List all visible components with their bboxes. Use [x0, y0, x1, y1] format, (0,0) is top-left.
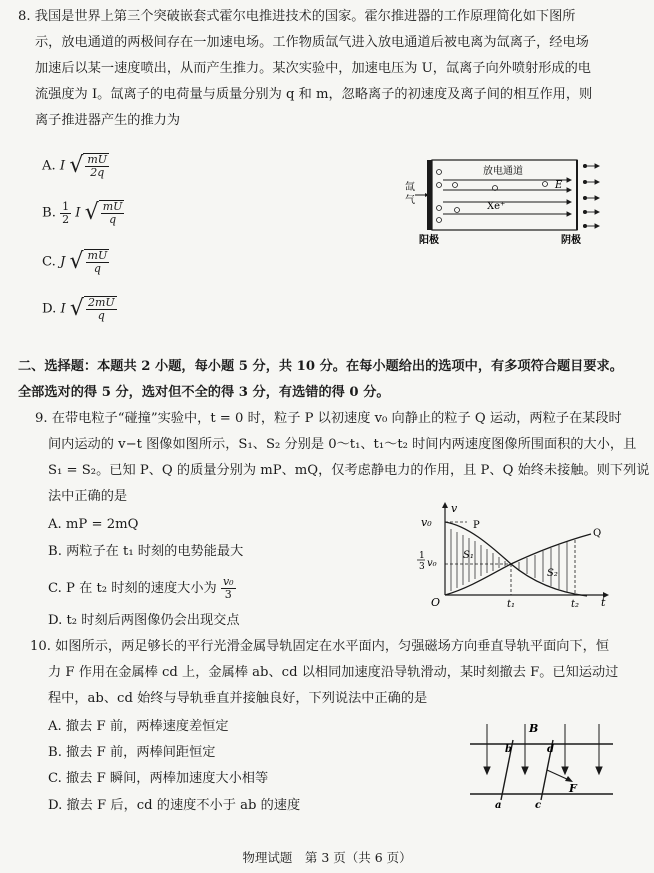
q9-option-c [48, 576, 236, 601]
frac-den: q [93, 262, 101, 275]
v0-label: v₀ [421, 516, 432, 529]
frac-num: mU [87, 153, 108, 166]
s1-label: S₁ [463, 550, 474, 561]
q9-option-a: A. mP = 2mQ [48, 517, 139, 532]
exhaust-arrows [583, 164, 599, 228]
third-den: 3 [419, 562, 425, 572]
q9-line-2: 间内运动的 v−t 图像如图所示，S₁、S₂ 分别是 0～t₁、t₁～t₂ 时间内两速度图像所围面积的大小，且 [48, 437, 637, 452]
curve-p-label: P [473, 520, 480, 531]
gas-label-2: 气 [405, 195, 415, 206]
radical-icon: √ [69, 249, 84, 274]
option-label: D. [42, 301, 57, 317]
q8-option-d [42, 296, 117, 322]
q8-option-a [42, 153, 109, 179]
radical-icon: √ [69, 296, 84, 321]
b-field-arrows [484, 724, 602, 774]
frac-num: mU [87, 249, 108, 262]
q10-line-1: 10. 如图所示，两足够长的平行光滑金属导轨固定在水平面内，匀强磁场方向垂直导轨平面向下，恒 [30, 639, 610, 654]
frac-num: 2mU [87, 296, 115, 309]
q9-option-b: B. 两粒子在 t₁ 时刻的电势能最大 [48, 544, 244, 559]
section-2-header-line-2: 全部选对的得 5 分，选对但不全的得 3 分，有选错的得 0 分。 [18, 385, 390, 400]
option-coef: I [59, 158, 66, 174]
option-c-text: C. P 在 t₂ 时刻的速度大小为 [48, 581, 217, 596]
q9-line-4: 法中正确的是 [48, 489, 128, 504]
frac-den: q [109, 213, 117, 226]
q8-option-c [42, 249, 109, 275]
ion-label: Xe⁺ [487, 201, 506, 212]
q8-line-2: 示，放电通道的两极间存在一加速电场。工作物质氙气进入放电通道后被电离为氙离子，经电场 [35, 35, 589, 50]
option-coef: J [60, 254, 66, 270]
q10-line-2: 力 F 作用在金属棒 cd 上，金属棒 ab、cd 以相同加速度沿导轨滑动，某时刻撤去 F。已知运动过 [48, 665, 619, 680]
b-label: B [529, 722, 539, 735]
q9-line-1: 9. 在带电粒子“碰撞”实验中，t = 0 时，粒子 P 以初速度 v₀ 向静止的粒子 Q 运动，两粒子在某段时 [35, 411, 622, 426]
frac-den: 2 [62, 212, 70, 226]
t1-label: t₁ [507, 599, 516, 610]
q8-option-b [42, 200, 124, 226]
q10-option-d: D. 撤去 F 后，cd 的速度不小于 ab 的速度 [48, 798, 301, 813]
field-label: E [555, 180, 563, 191]
t2-label: t₂ [571, 599, 580, 610]
rod-a-label: a [495, 800, 502, 810]
radical-icon: √ [69, 153, 84, 178]
curve-q [445, 534, 591, 595]
anode-label: 阳极 [419, 235, 439, 246]
third-v0: v₀ [427, 558, 437, 569]
t-axis-label: t [601, 596, 606, 609]
frac-den: q [97, 309, 105, 322]
option-label: B. [42, 205, 56, 221]
q8-line-4: 流强度为 I。氙离子的电荷量与质量分别为 q 和 m，忽略离子的初速度及离子间的相互作用，则 [35, 87, 593, 102]
rod-d-label: d [547, 744, 554, 755]
option-coef: I [60, 301, 66, 317]
third-num: 1 [419, 551, 425, 561]
q10-option-c: C. 撤去 F 瞬间，两棒加速度大小相等 [48, 771, 269, 786]
ions [437, 170, 548, 223]
field-lines [443, 178, 571, 216]
q10-option-b: B. 撤去 F 前，两棒间距恒定 [48, 745, 216, 760]
rod-b-label: b [505, 744, 512, 755]
page-footer: 物理试题 第 3 页（共 6 页） [242, 850, 412, 865]
q8-line-3: 加速后以某一速度喷出，从而产生推力。某次实验中，加速电压为 U，氙离子向外喷射形成的电 [35, 61, 591, 76]
v-axis-label: v [451, 502, 458, 515]
s2-label: S₂ [547, 568, 558, 579]
frac-num: 1 [62, 199, 70, 213]
section-2-header-line-1: 二、选择题：本题共 2 小题，每小题 5 分，共 10 分。在每小题给出的选项中，有多项符合题目要求。 [18, 359, 623, 374]
rails-figure [465, 718, 620, 810]
rod-c-label: c [535, 800, 542, 810]
origin-label: O [431, 596, 441, 609]
q9-option-d: D. t₂ 时刻后两图像仍会出现交点 [48, 613, 240, 628]
q8-line-1: 8. 我国是世界上第三个突破嵌套式霍尔电推进技术的国家。霍尔推进器的工作原理简化如下图所 [18, 9, 576, 24]
q10-line-3: 程中，ab、cd 始终与导轨垂直并接触良好，下列说法中正确的是 [48, 691, 428, 706]
option-label: C. [42, 254, 56, 270]
frac-den: 3 [224, 588, 232, 601]
frac-den: 2q [90, 166, 105, 179]
force-label: F [569, 782, 577, 795]
q9-line-3: S₁ = S₂。已知 P、Q 的质量分别为 mP、mQ，仅考虑静电力的作用，且 P、Q 始终未接触。则下列说 [48, 463, 650, 478]
q8-line-5: 离子推进器产生的推力为 [35, 113, 181, 128]
q10-option-a: A. 撤去 F 前，两棒速度差恒定 [48, 719, 229, 734]
hall-thruster-figure [395, 150, 610, 246]
option-coef: I [75, 205, 81, 221]
channel-label: 放电通道 [483, 166, 523, 177]
option-label: A. [42, 158, 56, 174]
frac-num: v₀ [222, 575, 234, 588]
gas-label-1: 氙 [405, 182, 415, 193]
radical-icon: √ [84, 200, 99, 225]
cathode-label: 阴极 [561, 235, 581, 246]
vt-graph-figure [415, 500, 615, 612]
curve-q-label: Q [593, 528, 602, 539]
frac-num: mU [102, 200, 123, 213]
